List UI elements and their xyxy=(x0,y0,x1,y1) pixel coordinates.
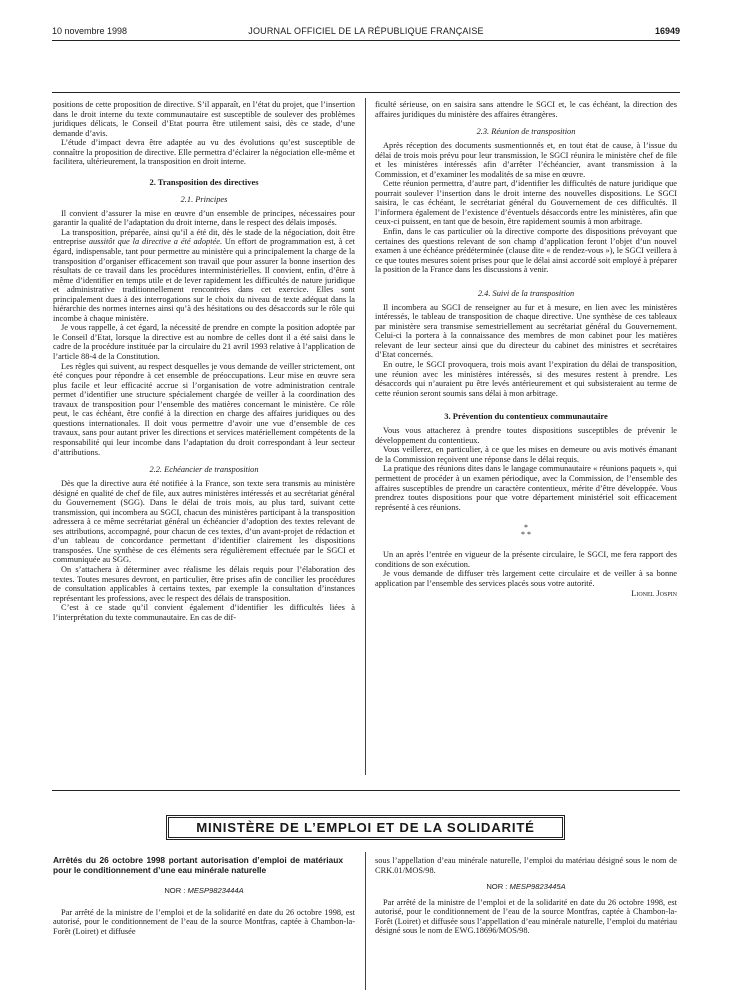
paragraph: C’est à ce stade qu’il convient également d’identifier les difficultés liées à l’interprétation du texte communautaire. En cas de dif- xyxy=(53,603,355,622)
paragraph: ficulté sérieuse, on en saisira sans attendre le SGCI et, le cas échéant, la direction des affaires juridiques du ministère des affaires étrangères. xyxy=(375,100,677,119)
nor-code: MESP9823444A xyxy=(187,886,244,896)
right-column xyxy=(375,100,677,599)
paragraph xyxy=(53,228,355,323)
paragraph: Vous veillerez, en particulier, à ce que les mises en demeure ou avis motivés émanant de la Commission reçoivent une réponse dans le délai requis. xyxy=(375,445,677,464)
paragraph: En outre, le SGCI provoquera, trois mois avant l’expiration du délai de transposition, une réunion avec les ministères intéressés, si des mesures restent à prendre. Les désaccords qui n’auraient pu être levés antérieurement et qui subsisteraient au terme de cette réunion seront soumis sans délai à mon arbitrage. xyxy=(375,360,677,398)
nor-label: NOR : xyxy=(486,882,510,892)
nor-code: MESP9823445A xyxy=(509,882,566,892)
paragraph: Par arrêté de la ministre de l’emploi et de la solidarité en date du 26 octobre 1998, est autorisé, pour le conditionnement de l’eau de la source Montfras, captée à Chambon-la-Forêt (Loiret) et diffusée sous l’appellation d’eau minérale naturelle, l’emploi du matériau désigné sous le nom de EWG.18696/MOS/98. xyxy=(375,897,677,936)
paragraph: Vous vous attacherez à prendre toutes dispositions susceptibles de prévenir le développement du contentieux. xyxy=(375,426,677,445)
emphasis-text: aussitôt que la directive a été adoptée xyxy=(88,237,220,247)
subsection-heading xyxy=(375,127,677,137)
paragraph: Je vous demande de diffuser très largement cette circulaire et de veiller à sa bonne application par l’ensemble des services placés sous votre autorité. xyxy=(375,569,677,588)
ministry-title-box: MINISTÈRE DE L’EMPLOI ET DE LA SOLIDARITÉ xyxy=(166,815,565,840)
section-separator xyxy=(375,524,677,538)
paragraph: Dès que la directive aura été notifiée à la France, son texte sera transmis au ministère désigné en qualité de chef de file, aux autres ministères intéressés et au secrétariat général du Gouvernement (SGG). Dans le délai de trois mois, au plus tard, suivant cette transmission, qui incombera au SGCI, chacun des ministères participant à la transposition adressera à ce même secrétariat général un échéancier d’adoption des textes relevant de ses attributions, accompagné, pour chacun de ces textes, d’un avant-projet de rédaction et d’un tableau de concordance permettant d’identifier clairement les dispositions transposées. Une synthèse de ces éléments sera régulièrement effectuée par le SGCI et communiquée au SGG. xyxy=(53,479,355,565)
subsection-heading-text: 2.2. Echéancier de transposition xyxy=(149,465,259,475)
top-rule xyxy=(52,92,680,93)
nor-reference xyxy=(53,886,355,896)
subsection-heading-text: 2.3. Réunion de transposition xyxy=(476,127,576,137)
header-page-number: 16949 xyxy=(654,26,680,36)
bottom-right-column xyxy=(375,856,677,936)
paragraph: sous l’appellation d’eau minérale naturelle, l’emploi du matériau désigné sous le nom de CRK.01/MOS/98. xyxy=(375,856,677,875)
page-header xyxy=(52,26,680,40)
nor-label: NOR : xyxy=(164,886,188,896)
bottom-column-divider xyxy=(365,852,366,990)
paragraph-text: . Un effort de programmation est, à cet égard, indispensable, tant pour permettre au ministère qui a principalement la charge de la transposition d’organiser efficacement son travail que pour assurer la bonne insertion des résultats de ce travail dans les procédures interministérielles. Il convient, enfin, d’être à même d’identifier en temps utile et de lever rapidement les difficultés de nature juridique et administrative traditionnellement rencontrées dans cet exercice. Elles sont principalement dues à des interrogations sur le choix du niveau de texte adéquat dans la hiérarchie des normes internes ainsi qu’à des hésitations ou des désaccords sur le rôle qui incombe à chaque ministère. xyxy=(53,237,356,323)
paragraph: Cette réunion permettra, d’autre part, d’identifier les difficultés de nature juridique que pourrait soulever l’insertion dans le droit interne des nouvelles dispositions. Le SGCI saisira, le cas échéant, le secrétariat général du Gouvernement de ces difficultés. Il l’informera également de l’existence d’éventuels désaccords entre les ministères, afin que ceux-ci puissent, en tant que de besoin, être rapidement soumis à mon arbitrage. xyxy=(375,179,677,227)
section-heading: 3. Prévention du contentieux communautaire xyxy=(444,411,608,422)
subsection-heading xyxy=(375,289,677,299)
paragraph-text: La transposition, préparée, ainsi qu’il a été dit, dès le stade de la négociation, doit être entreprise xyxy=(53,227,355,247)
paragraph: Je vous rappelle, à cet égard, la nécessité de prendre en compte la position adoptée par le Conseil d’Etat, lorsque la directive est au nombre de celles dont il a été saisi dans le cadre de la procédure instituée par la circulaire du 21 avril 1993 relative à l’application de l’article 88-4 de la Constitution. xyxy=(53,323,355,362)
signature: Lionel Jospin xyxy=(631,589,677,599)
paragraph: positions de cette proposition de directive. S’il apparaît, en l’état du projet, que l’insertion dans le droit interne du texte communautaire est susceptible de soulever des problèmes juridiques délicats, le Conseil d’Etat pourra être utilement saisi, dès ce stade, d’une demande d’avis. xyxy=(53,100,355,138)
paragraph: Un an après l’entrée en vigueur de la présente circulaire, le SGCI, me fera rapport des conditions de son exécution. xyxy=(375,550,677,569)
header-rule xyxy=(52,40,680,41)
header-journal-title: JOURNAL OFFICIEL DE LA RÉPUBLIQUE FRANÇAISE xyxy=(248,26,484,36)
paragraph: Les règles qui suivent, au respect desquelles je vous demande de veiller strictement, ont été conçues pour répondre à cet ensemble de préoccupations. Leur mise en œuvre sera plus facile et leur efficacité accrue si l’organisation de votre administration centrale permet d’identifier une structure spécialement chargée de veiller à la coordination des travaux de transposition pour l’ensemble des matières concernant le ministère. Ce rôle peut, le cas échéant, être confié à la direction en charge des affaires juridiques ou des questions internationales. Il doit vous permettre d’avoir une vue d’ensemble de ces travaux, sans pour autant priver les directions et services matériellement compétents de la responsabilité qui leur incombe dans l’adaptation du droit correspondant à leur secteur d’attributions. xyxy=(53,361,355,457)
subsection-heading xyxy=(53,195,355,205)
paragraph: Enfin, dans le cas particulier où la directive comporte des dispositions prévoyant que certaines des questions relevant de son champ d’application feront l’objet d’un nouvel examen à une échéance prédéterminée (clause dite « de rendez-vous »), le SGCI veillera à ce que toutes mesures soient prises pour que le délai ainsi accordé soit employé à préparer la position de la France dans les discussions à venir. xyxy=(375,227,677,275)
paragraph: On s’attachera à déterminer avec réalisme les délais requis pour l’élaboration des textes. Toutes mesures devront, en particulier, être prises afin de concilier les procédures de consultation applicables à certains textes, par exemple la consultation d’instances représentant les professions, avec le respect des délais de transposition. xyxy=(53,564,355,603)
paragraph: L’étude d’impact devra être adaptée au vu des évolutions qu’est susceptible de connaître la proposition de directive. Elle permettra d’éclairer la négociation elle-même et facilitera, ultérieurement, la transposition en droit interne. xyxy=(53,138,355,167)
separator-stars: * * xyxy=(521,530,531,540)
subsection-heading-text: 2.1. Principes xyxy=(180,194,228,204)
column-divider xyxy=(365,98,366,775)
arrete-title: Arrêtés du 26 octobre 1998 portant autorisation d’emploi de matériaux pour le conditionnement d’une eau minérale naturelle xyxy=(53,855,343,875)
bottom-rule xyxy=(52,790,680,791)
subsection-heading-text: 2.4. Suivi de la transposition xyxy=(477,288,575,298)
paragraph: Il convient d’assurer la mise en œuvre d’un ensemble de principes, nécessaires pour garantir la qualité de l’adaptation du droit interne, dans le respect des délais imposés. xyxy=(53,208,355,228)
section-heading: 2. Transposition des directives xyxy=(149,176,259,187)
paragraph: Il incombera au SGCI de renseigner au fur et à mesure, en lien avec les ministères intéressés, le tableau de transposition de chaque directive. Une synthèse de ces tableaux par ministère sera transmise semestriellement au secrétariat général du Gouvernement. Celui-ci la portera à la connaissance des membres de mon cabinet pour les matières relevant de leur secteur ainsi que du directeur du cabinet des ministres et secrétaires d’Etat concernés. xyxy=(375,302,677,360)
paragraph: Par arrêté de la ministre de l’emploi et de la solidarité en date du 26 octobre 1998, est autorisé, pour le conditionnement de l’eau de la source Montfras, captée à Chambon-la-Forêt (Loiret) et diffusée xyxy=(53,907,355,936)
header-date: 10 novembre 1998 xyxy=(52,26,128,36)
bottom-left-column xyxy=(53,856,355,936)
nor-reference xyxy=(375,882,677,892)
paragraph: La pratique des réunions dites dans le langage communautaire « réunions paquets », qui permettent de procéder à un examen périodique, avec la Commission, de l’ensemble des affaires susceptibles de prendre un caractère contentieux, mérite d’être développée. Vous prendrez toutes dispositions pour que votre département ministériel soit efficacement représenté à ces réunions. xyxy=(375,464,677,512)
paragraph: Après réception des documents susmentionnés et, en tout état de cause, à l’issue du délai de trois mois prévu pour leur transmission, le SGCI réunira le ministère chef de file et les ministères intéressés afin d’arrêter l’échéancier, avant transmission à la Commission, et d’examiner les modalités de sa mise en œuvre. xyxy=(375,141,677,179)
subsection-heading xyxy=(53,465,355,475)
left-column xyxy=(53,100,355,622)
separator-star: * xyxy=(524,523,528,533)
